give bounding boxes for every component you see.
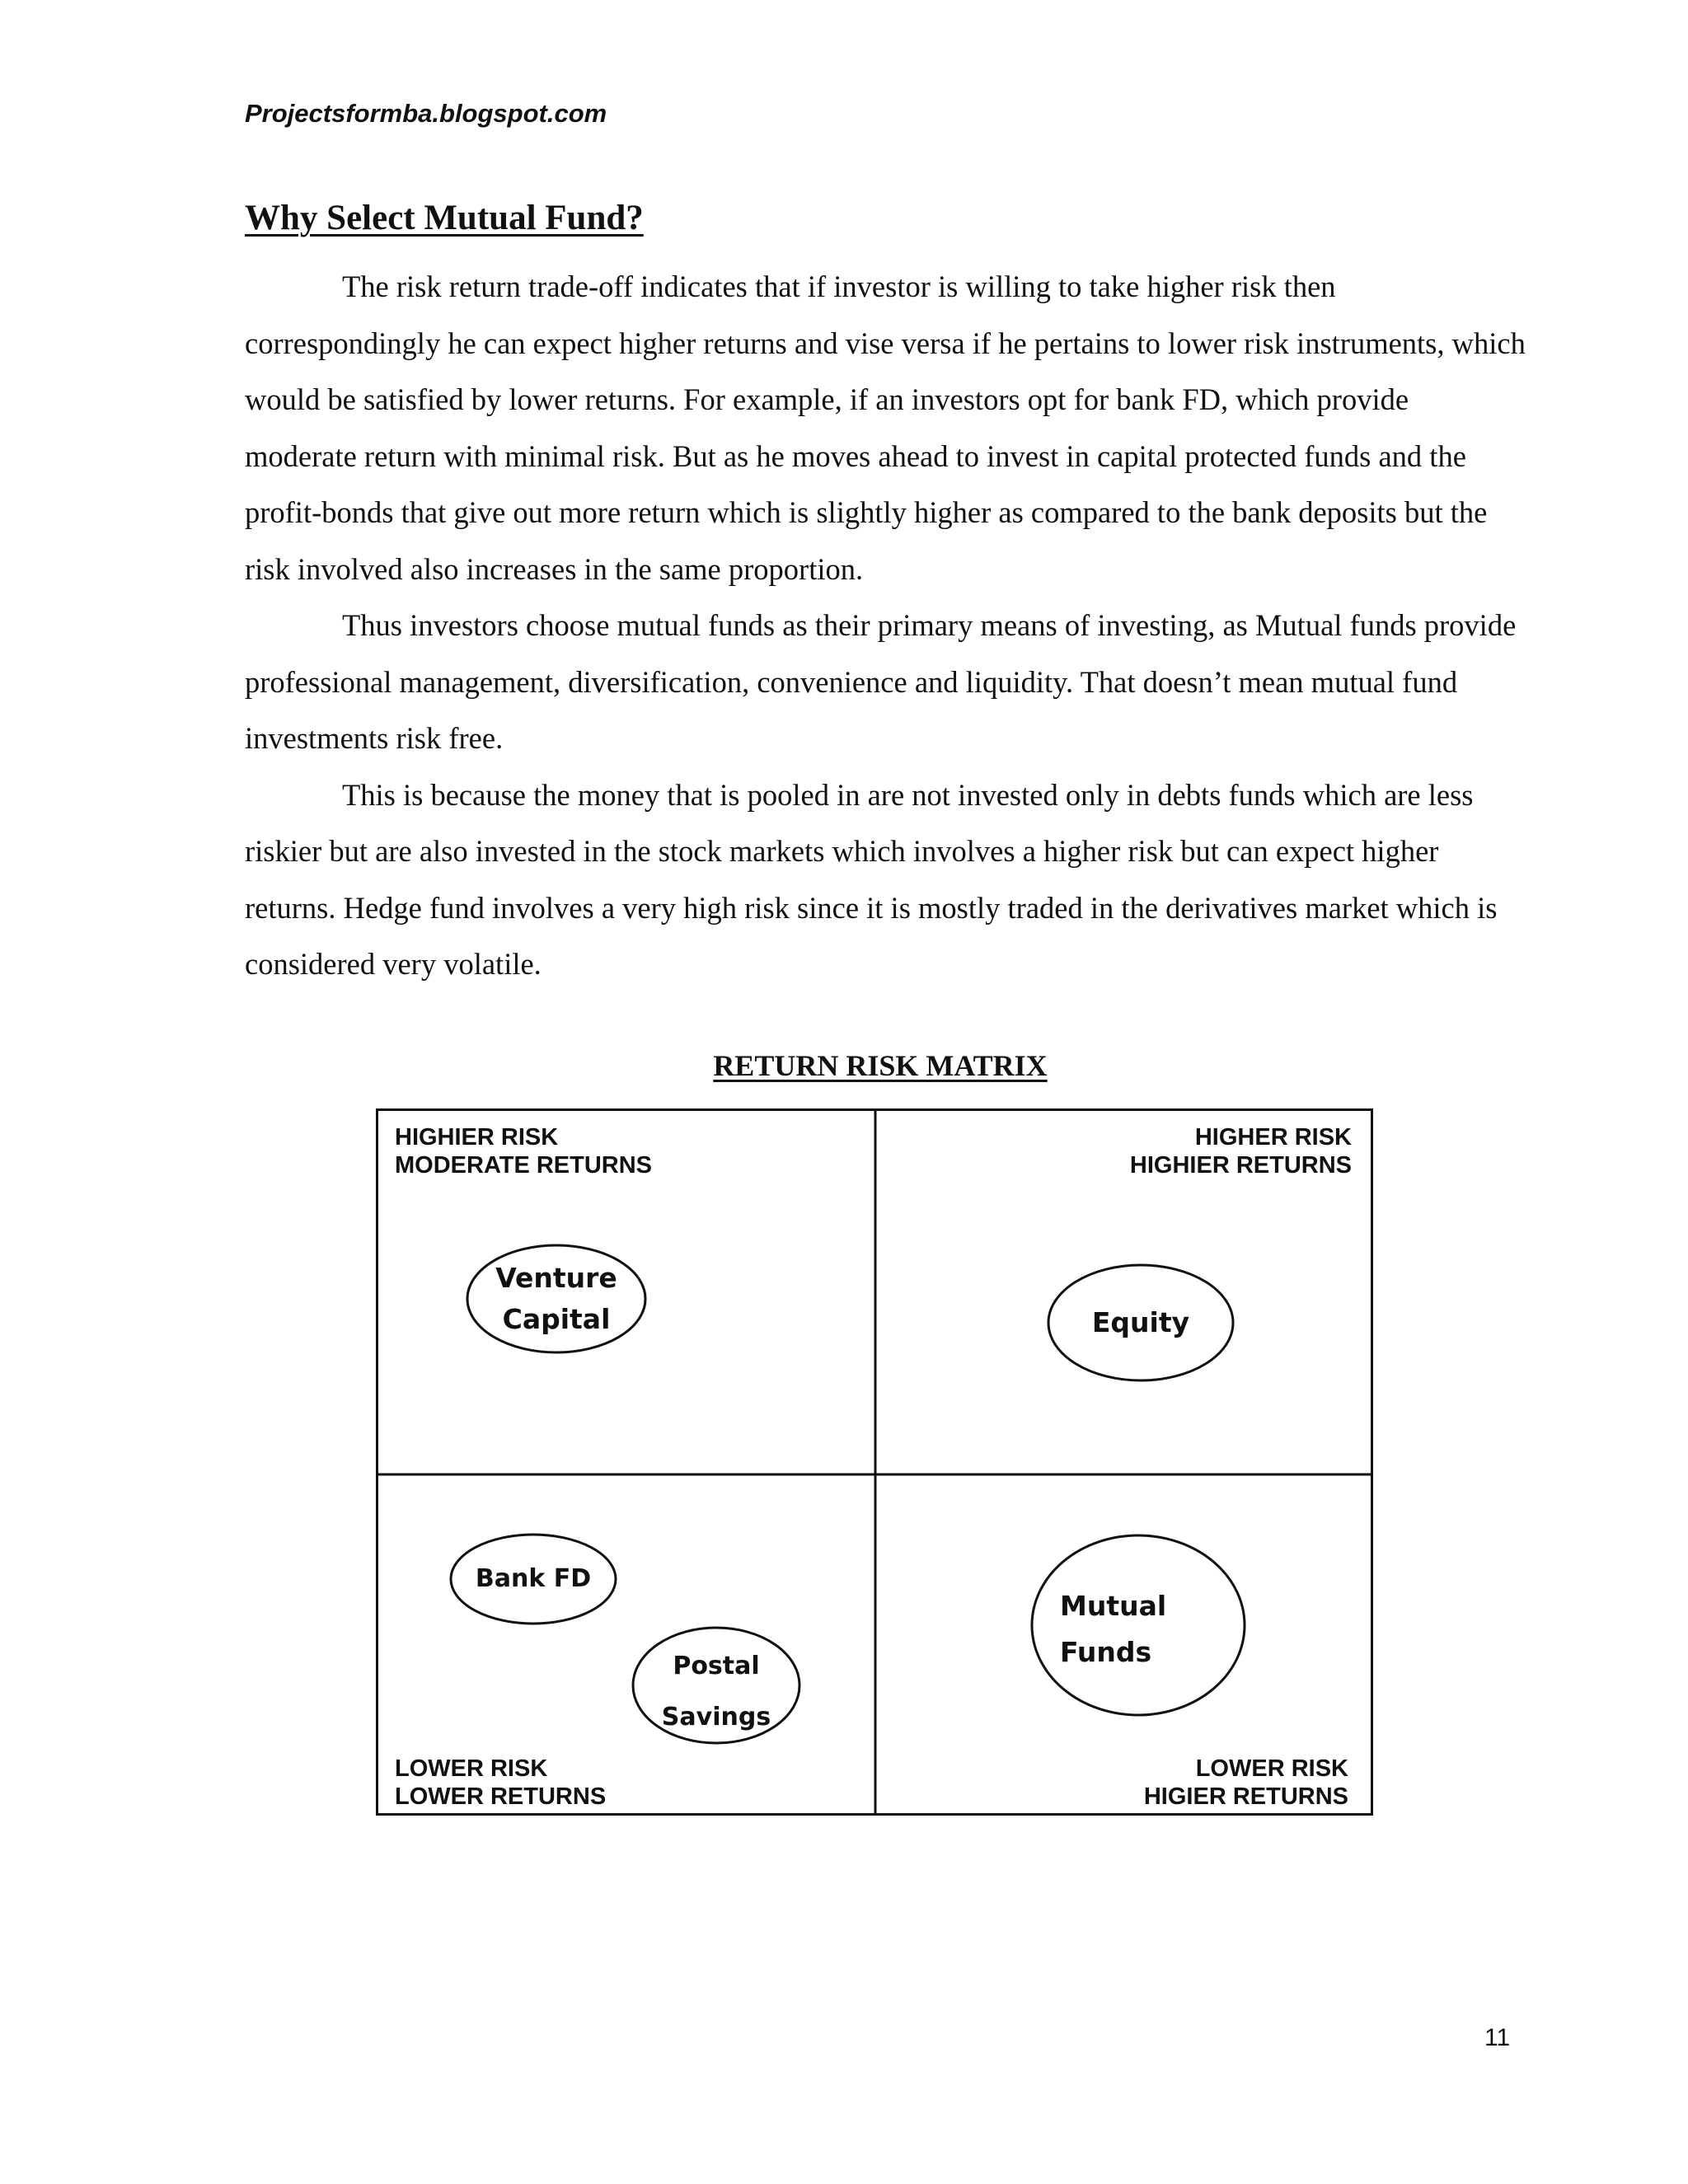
label-mutual-funds — [1060, 1583, 1166, 1675]
mutual-funds-line1: Mutual — [1060, 1590, 1167, 1622]
label-bank-fd — [451, 1558, 616, 1600]
label-postal-savings — [634, 1641, 799, 1743]
quadrant-bottom-left-line1: LOWER RISK — [395, 1755, 548, 1782]
paragraph-2: Thus investors choose mutual funds as their primary means of investing, as Mutual funds provide professional management, diversification, convenience and liquidity. That doesn’t mean mutual fund investments risk free. — [245, 608, 1517, 755]
quadrant-bottom-right-line2: HIGIER RETURNS — [1143, 1783, 1348, 1810]
quadrant-top-right-line1: HIGHER RISK — [1194, 1124, 1352, 1151]
matrix-title: RETURN RISK MATRIX — [713, 1049, 1048, 1082]
venture-capital-line1: Venture — [495, 1262, 617, 1294]
quadrant-top-left-line2: MODERATE RETURNS — [395, 1152, 653, 1179]
postal-savings-line1: Postal — [673, 1652, 760, 1680]
postal-savings-line2: Savings — [661, 1703, 771, 1732]
label-venture-capital — [474, 1258, 639, 1340]
quadrant-label-top-left — [395, 1123, 652, 1179]
header-site-name: Projectsformba.blogspot.com — [245, 99, 607, 128]
mutual-funds-line2: Funds — [1060, 1636, 1152, 1668]
quadrant-top-right-line2: HIGHIER RETURNS — [1129, 1152, 1352, 1179]
bank-fd-line1: Bank FD — [475, 1564, 592, 1593]
quadrant-label-top-right — [1130, 1123, 1352, 1179]
page-number: 11 — [1484, 2024, 1511, 2051]
venture-capital-line2: Capital — [502, 1303, 611, 1335]
body-text — [245, 259, 1526, 993]
paragraph-3: This is because the money that is pooled in are not invested only in debts funds which are less riskier but are also invested in the stock markets which involves a higher risk but can expect higher returns. Hedge fund involves a very high risk since it is mostly traded in the derivatives market which is considered very volatile. — [245, 777, 1498, 981]
section-title: Why Select Mutual Fund? — [245, 199, 644, 237]
equity-line1: Equity — [1091, 1306, 1190, 1338]
quadrant-bottom-left-line2: LOWER RETURNS — [395, 1783, 607, 1810]
quadrant-label-bottom-left — [395, 1755, 606, 1811]
quadrant-top-left-line1: HIGHIER RISK — [395, 1124, 559, 1151]
quadrant-bottom-right-line1: LOWER RISK — [1195, 1755, 1348, 1782]
paragraph-1: The risk return trade-off indicates that if investor is willing to take higher risk then correspondingly he can expect higher returns and vise versa if he pertains to lower risk instruments, which would be satisfied by lower returns. For example, if an investors opt for bank FD, which provide moderate return with minimal risk. But as he moves ahead to invest in capital protected funds and the profit-bonds that give out more return which is slightly higher as compared to the bank deposits but the risk involved also increases in the same proportion. — [245, 269, 1526, 586]
return-risk-matrix — [376, 1108, 1373, 1816]
label-equity — [1058, 1302, 1223, 1343]
matrix-grid — [376, 1108, 1373, 1816]
quadrant-label-bottom-right — [1144, 1755, 1348, 1811]
